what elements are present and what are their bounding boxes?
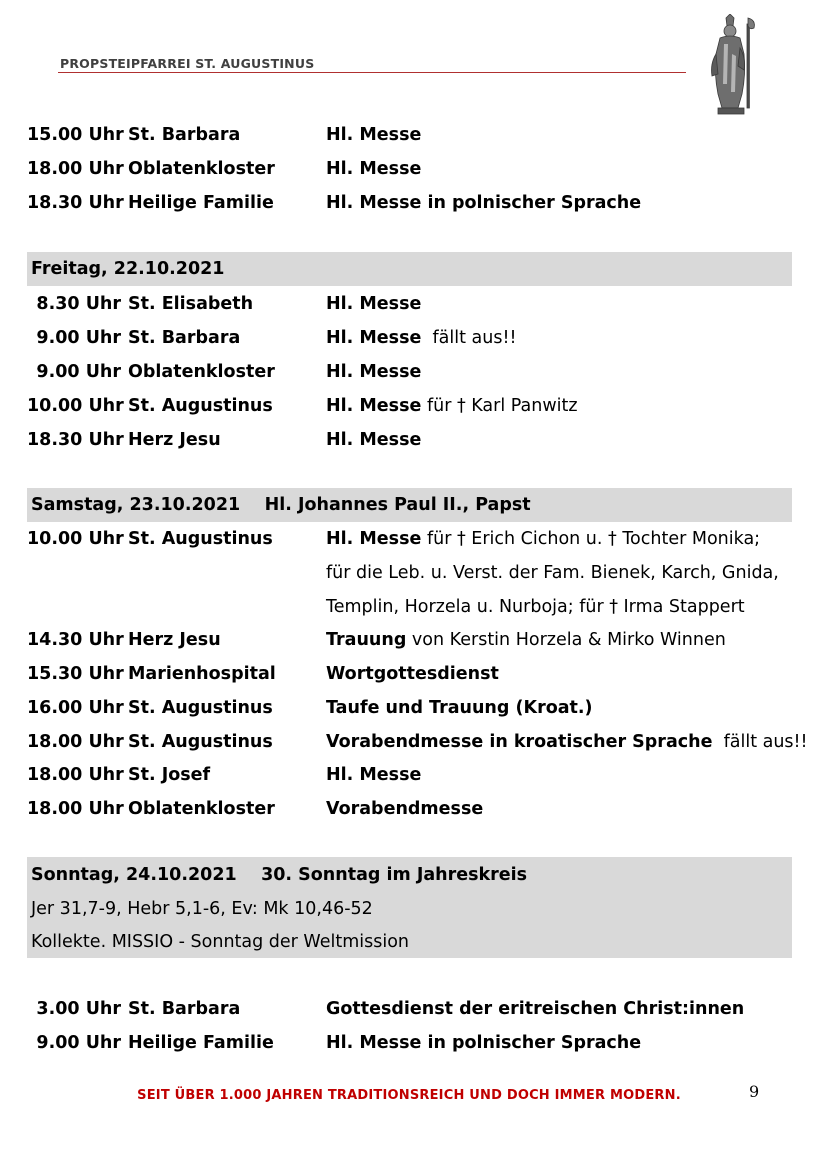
row-event-title: Trauung — [326, 630, 407, 650]
row-event-title: Vorabendmesse in kroatischer Sprache — [326, 732, 713, 752]
row-event — [326, 758, 421, 792]
row-place: St. Augustinus — [128, 529, 273, 549]
row-time: 18.00 Uhr — [27, 732, 124, 752]
day-heading-sunday — [27, 857, 792, 958]
row-event-title: Hl. Messe — [326, 765, 422, 785]
footer-slogan: SEIT ÜBER 1.000 JAHREN TRADITIONSREICH UND DOCH IMMER MODERN. — [137, 1088, 681, 1103]
row-time: 15.30 Uhr — [27, 664, 124, 684]
row-time: 9.00 Uhr — [36, 362, 121, 382]
row-place: Oblatenkloster — [128, 159, 275, 179]
row-place: St. Barbara — [128, 999, 241, 1019]
row-event — [326, 321, 517, 355]
row-event — [326, 792, 483, 826]
row-event — [326, 186, 641, 220]
row-event — [326, 1026, 641, 1060]
day-heading-saturday — [27, 488, 792, 522]
row-event-title: Hl. Messe in polnischer Sprache — [326, 193, 642, 213]
row-event — [326, 992, 744, 1026]
row-event-detail: für † Karl Panwitz — [421, 396, 578, 416]
row-event-detail: fällt aus!! — [712, 732, 808, 752]
row-place: St. Barbara — [128, 125, 241, 145]
row-place: Oblatenkloster — [128, 799, 275, 819]
row-place: St. Augustinus — [128, 396, 273, 416]
day-heading-feast: 30. Sonntag im Jahreskreis — [261, 865, 528, 885]
row-event-title: Vorabendmesse — [326, 799, 484, 819]
row-event-title: Hl. Messe — [326, 396, 422, 416]
row-event-continuation: für die Leb. u. Verst. der Fam. Bienek, Karch, Gnida, — [326, 563, 779, 583]
row-event — [326, 287, 421, 321]
row-time: 18.30 Uhr — [27, 193, 124, 213]
row-time: 18.00 Uhr — [27, 765, 124, 785]
row-event-title: Wortgottesdienst — [326, 664, 499, 684]
day-heading-friday — [27, 252, 792, 286]
row-event — [326, 623, 726, 657]
row-place: Herz Jesu — [128, 630, 221, 650]
row-time: 18.00 Uhr — [27, 159, 124, 179]
row-place: Herz Jesu — [128, 430, 221, 450]
row-event — [326, 423, 421, 457]
row-event — [326, 725, 808, 759]
day-heading-date: Sonntag, 24.10.2021 — [31, 865, 237, 885]
row-event-title: Hl. Messe — [326, 125, 422, 145]
row-place: Marienhospital — [128, 664, 276, 684]
header-rule — [58, 72, 686, 73]
row-event-title: Hl. Messe in polnischer Sprache — [326, 1033, 642, 1053]
row-event-detail: von Kerstin Horzela & Mirko Winnen — [406, 630, 726, 650]
row-time: 8.30 Uhr — [36, 294, 121, 314]
row-time: 18.30 Uhr — [27, 430, 124, 450]
row-time: 14.30 Uhr — [27, 630, 124, 650]
row-place: Oblatenkloster — [128, 362, 275, 382]
row-time: 18.00 Uhr — [27, 799, 124, 819]
row-event-title: Hl. Messe — [326, 328, 422, 348]
row-place: Heilige Familie — [128, 1033, 274, 1053]
row-place: St. Barbara — [128, 328, 241, 348]
page-header-title: PROPSTEIPFARREI ST. AUGUSTINUS — [60, 56, 315, 71]
row-place: St. Augustinus — [128, 698, 273, 718]
row-time: 10.00 Uhr — [27, 396, 124, 416]
day-collection: Kollekte. MISSIO - Sonntag der Weltmission — [31, 932, 410, 952]
day-heading-date: Samstag, 23.10.2021 — [31, 495, 241, 515]
row-event-title: Hl. Messe — [326, 294, 422, 314]
row-place: Heilige Familie — [128, 193, 274, 213]
row-event — [326, 522, 760, 556]
row-event-title: Hl. Messe — [326, 430, 422, 450]
row-event-detail: für † Erich Cichon u. † Tochter Monika; — [421, 529, 761, 549]
row-time: 9.00 Uhr — [36, 328, 121, 348]
row-event — [326, 118, 421, 152]
row-time: 9.00 Uhr — [36, 1033, 121, 1053]
row-event — [326, 691, 593, 725]
row-event — [326, 657, 499, 691]
day-readings: Jer 31,7-9, Hebr 5,1-6, Ev: Mk 10,46-52 — [31, 899, 373, 919]
row-place: St. Elisabeth — [128, 294, 254, 314]
row-event-continuation: Templin, Horzela u. Nurboja; für † Irma Stappert — [326, 597, 745, 617]
row-event-title: Hl. Messe — [326, 159, 422, 179]
day-heading-feast: Hl. Johannes Paul II., Papst — [264, 495, 531, 515]
row-time: 3.00 Uhr — [36, 999, 121, 1019]
row-time: 16.00 Uhr — [27, 698, 124, 718]
row-event — [326, 152, 421, 186]
row-event-title: Hl. Messe — [326, 362, 422, 382]
row-event-title: Hl. Messe — [326, 529, 422, 549]
row-place: St. Josef — [128, 765, 211, 785]
row-event-detail: fällt aus!! — [421, 328, 517, 348]
row-time: 10.00 Uhr — [27, 529, 124, 549]
row-event — [326, 355, 421, 389]
row-event-title: Gottesdienst der eritreischen Christ:innen — [326, 999, 745, 1019]
row-time: 15.00 Uhr — [27, 125, 124, 145]
row-event — [326, 389, 578, 423]
row-event-title: Taufe und Trauung (Kroat.) — [326, 698, 593, 718]
row-place: St. Augustinus — [128, 732, 273, 752]
page-number: 9 — [749, 1082, 760, 1101]
saint-augustinus-statue-icon — [706, 14, 760, 116]
day-heading-date: Freitag, 22.10.2021 — [31, 259, 225, 279]
